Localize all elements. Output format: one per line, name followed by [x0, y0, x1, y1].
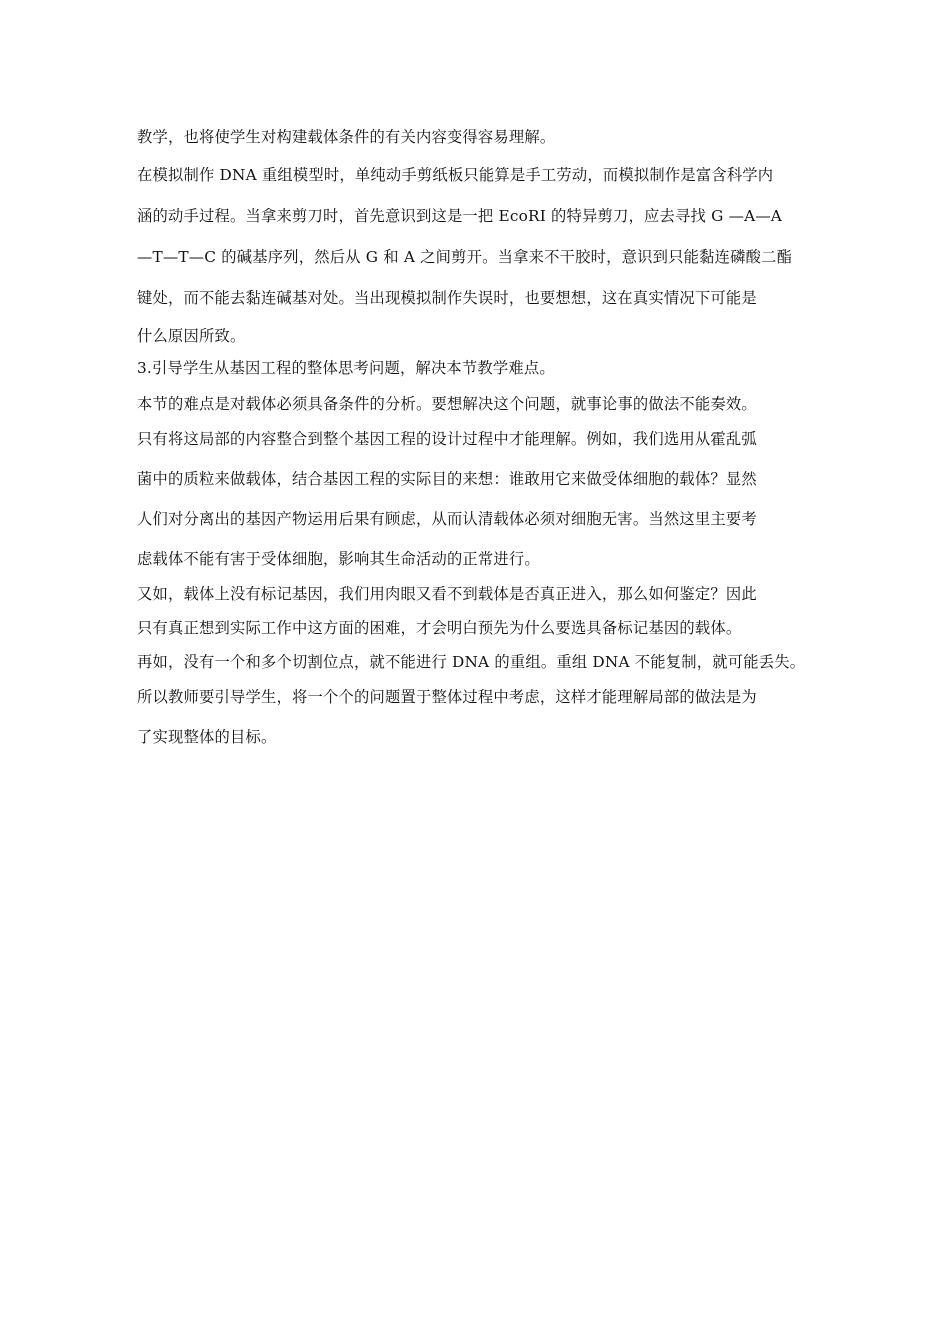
- text-line: 所以教师要引导学生，将一个个的问题置于整体过程中考虑，这样才能理解局部的做法是为: [137, 688, 757, 706]
- text-line: 只有真正想到实际工作中这方面的困难，才会明白预先为什么要选具备标记基因的载体。: [137, 619, 742, 637]
- text-line: 菌中的质粒来做载体，结合基因工程的实际目的来想：谁敢用它来做受体细胞的载体？显然: [137, 470, 757, 488]
- paragraph-cutting-sites: [137, 647, 837, 757]
- text-line: 什么原因所致。: [137, 327, 246, 345]
- text-line: 人们对分离出的基因产物运用后果有顾虑，从而认清载体必须对细胞无害。当然这里主要考: [137, 510, 757, 528]
- text-line: 键处，而不能去黏连碱基对处。当出现模拟制作失误时，也要想想，这在真实情况下可能是: [137, 289, 757, 307]
- text-line: 本节的难点是对载体必须具备条件的分析。要想解决这个问题，就事论事的做法不能奏效。: [137, 395, 757, 413]
- text-line: 只有将这局部的内容整合到整个基因工程的设计过程中才能理解。例如，我们选用从霍乱弧: [137, 430, 757, 448]
- document-body: [137, 122, 837, 757]
- paragraph-dna-model-simulation: [137, 155, 837, 353]
- text-line: 虑载体不能有害于受体细胞，影响其生命活动的正常进行。: [137, 550, 540, 568]
- text-line: 教学，也将使学生对构建载体条件的有关内容变得容易理解。: [137, 128, 556, 146]
- paragraph-vector-conditions: [137, 389, 837, 579]
- text-line: —T—T—C 的碱基序列，然后从 G 和 A 之间剪开。当拿来不干胶时，意识到只能黏连磷酸二酯: [137, 248, 793, 266]
- paragraph-intro-continuation: [137, 122, 837, 152]
- paragraph-marker-gene: [137, 579, 837, 647]
- text-line: 又如，载体上没有标记基因，我们用肉眼又看不到载体是否真正进入，那么如何鉴定？因此: [137, 585, 757, 603]
- text-line: 了实现整体的目标。: [137, 728, 277, 746]
- text-line: 3.引导学生从基因工程的整体思考问题，解决本节教学难点。: [137, 359, 555, 377]
- text-line: 在模拟制作 DNA 重组模型时，单纯动手剪纸板只能算是手工劳动，而模拟制作是富含科学内: [137, 166, 774, 184]
- text-line: 再如，没有一个和多个切割位点，就不能进行 DNA 的重组。重组 DNA 不能复制，就可能丢失。: [137, 653, 806, 671]
- text-line: 涵的动手过程。当拿来剪刀时，首先意识到这是一把 EcoRI 的特异剪刀，应去寻找 G —A—A: [137, 207, 783, 225]
- paragraph-heading-3: [137, 353, 837, 383]
